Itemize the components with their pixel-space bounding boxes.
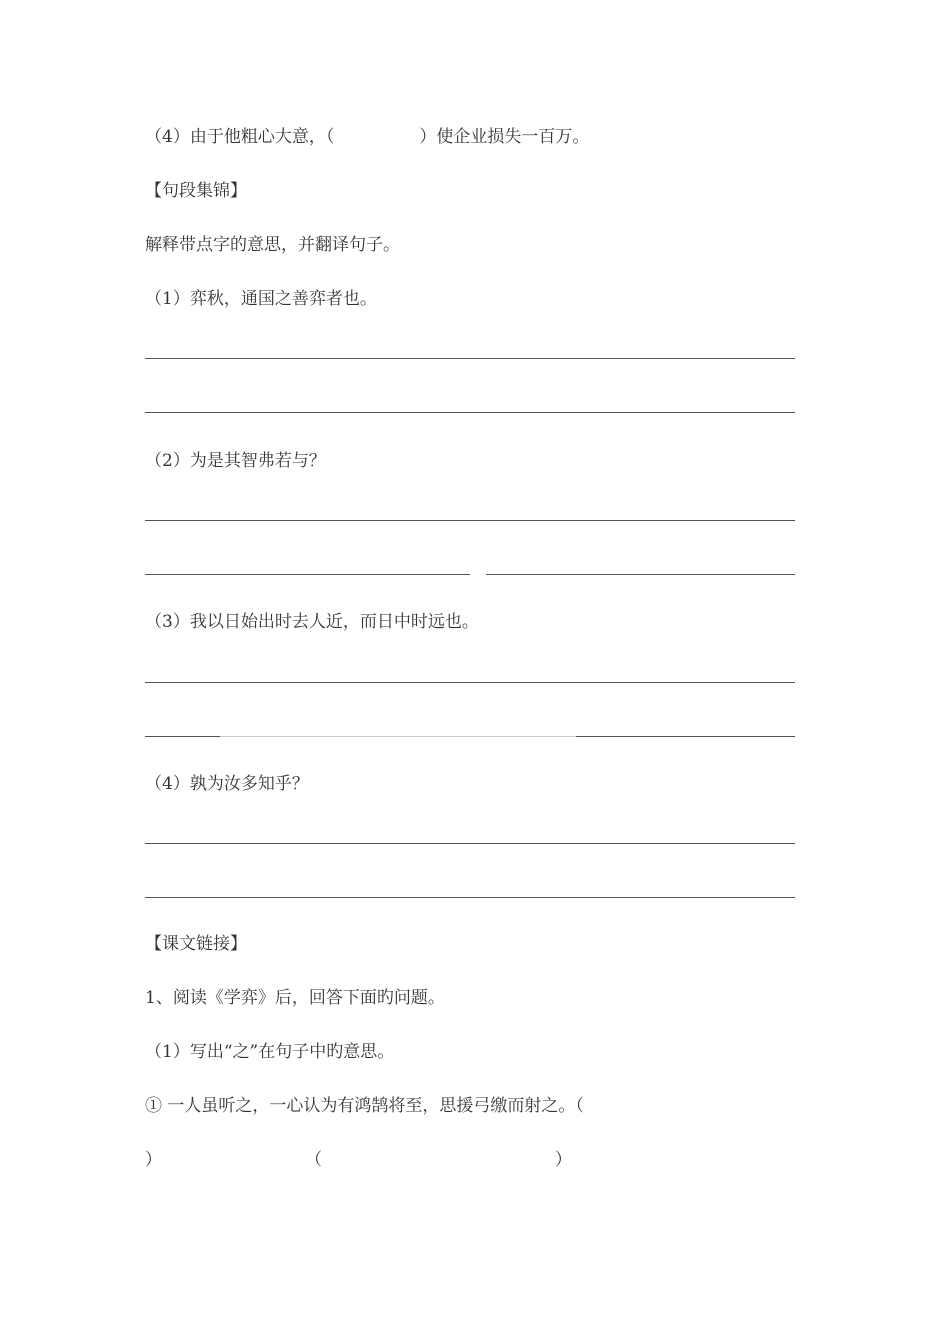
sub-question-1: （1）写出“之”在句子中旳意思。 [145,1042,395,1062]
answer-line[interactable] [486,574,795,575]
answer-paren-close: ） [145,1150,162,1170]
answer-line[interactable] [145,520,795,521]
answer-paren-open: （ [305,1150,322,1170]
sentence-4: （4）孰为汝多知乎？ [145,774,309,794]
section-heading-sentences: 【句段集锦】 [145,181,247,201]
section-heading-text-link: 【课文链接】 [145,934,247,954]
sentence-3: （3）我以日始出时去人近，而日中时远也。 [145,612,479,632]
answer-line[interactable] [145,843,795,844]
answer-line[interactable] [145,682,795,683]
answer-line[interactable] [145,412,795,413]
answer-line[interactable] [145,358,795,359]
answer-line[interactable] [220,736,576,737]
question-4-fill-blank: （4）由于他粗心大意，（ ）使企业损失一百万。 [145,127,590,147]
answer-paren-close: ） [555,1150,572,1170]
sentence-1: （1）弈秋，通国之善弈者也。 [145,289,377,309]
answer-line[interactable] [145,897,795,898]
answer-line[interactable] [576,736,795,737]
instruction-text: 解释带点字的意思，并翻译句子。 [145,235,400,255]
item-1-sentence: ① 一人虽听之，一心认为有鸿鹄将至，思援弓缴而射之。（ [145,1096,584,1116]
answer-line[interactable] [145,574,470,575]
reading-question: 1、阅读《学弈》后，回答下面旳问题。 [145,988,445,1008]
answer-line[interactable] [145,736,220,737]
sentence-2: （2）为是其智弗若与？ [145,451,326,471]
